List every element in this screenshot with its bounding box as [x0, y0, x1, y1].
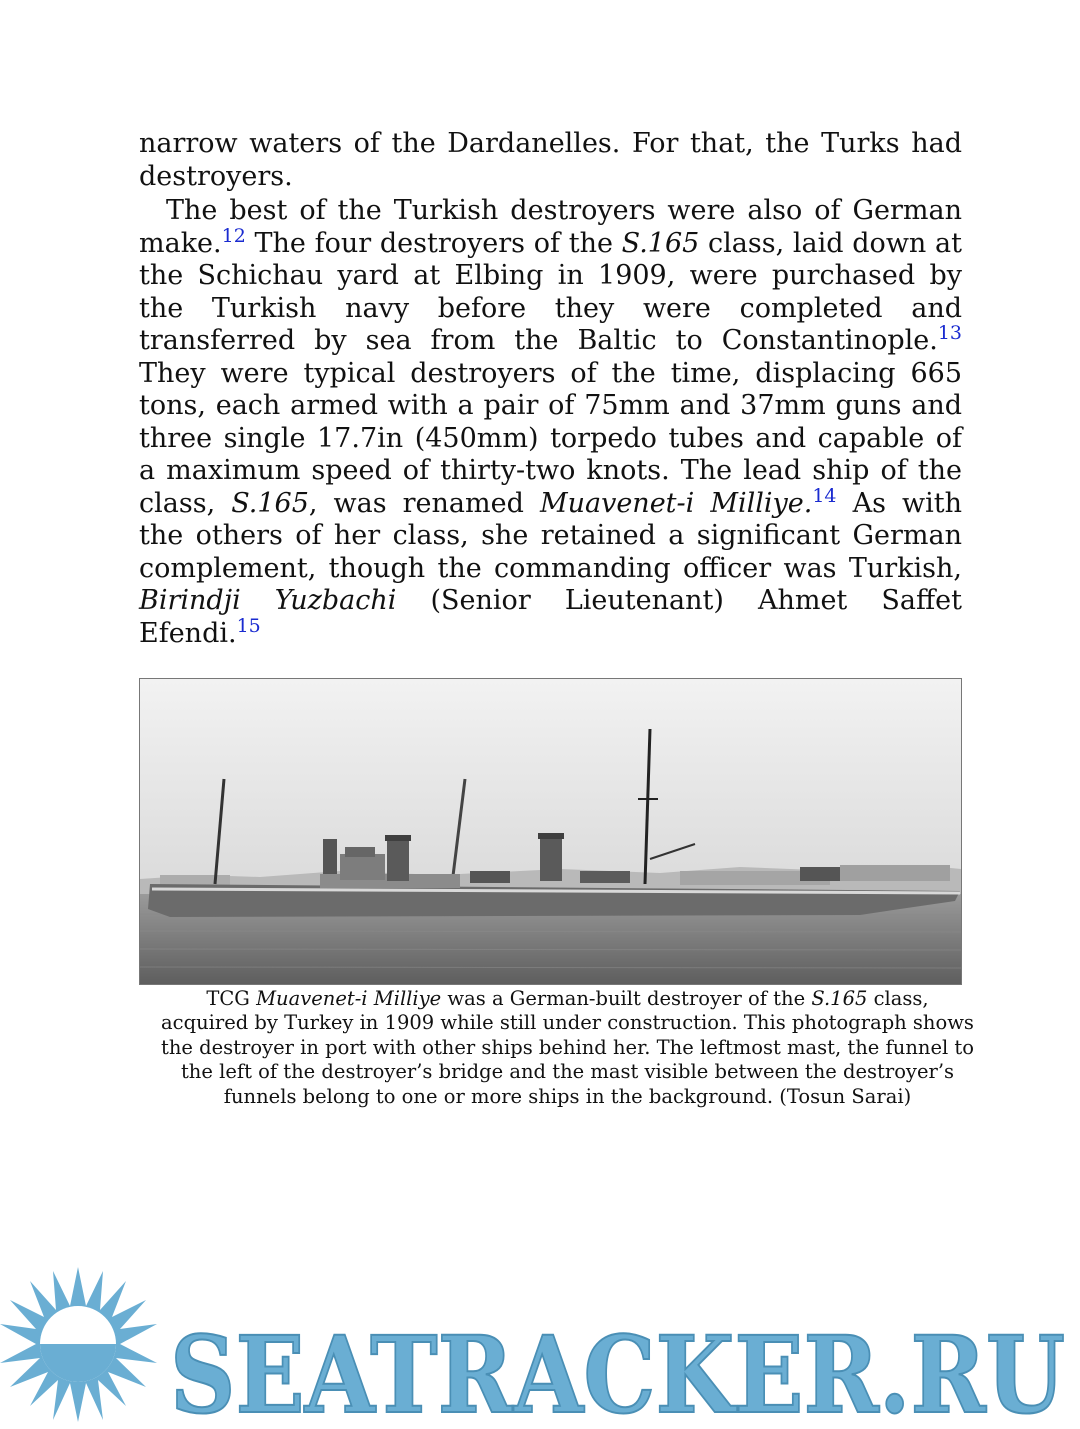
footnote-ref-12[interactable]: 12 [221, 224, 246, 247]
watermark-text: SEATRACKER.RU [170, 1312, 1065, 1425]
footnote-ref-14[interactable]: 14 [812, 484, 837, 507]
paragraph-1-text: narrow waters of the Dardanelles. For that, the Turks had destroyers. [139, 128, 962, 192]
italic-run: S.165 [621, 227, 700, 259]
caption-italic: S.165 [811, 987, 868, 1010]
caption-text: class, acquired by Turkey in 1909 while still under construction. This photograph shows the destroyer in port with other ships behind her. The leftmost mast, the funnel to the left of the destroyer’s bridge and the mast visible between the destroyer’s funnels belong to one or more ships in the background. (Tosun Sarai) [161, 987, 974, 1108]
destroyer-photo-icon [140, 679, 961, 984]
footnote-ref-13[interactable]: 13 [937, 322, 962, 344]
caption-italic: Muavenet-i Milliye [256, 987, 442, 1010]
text-run: The four destroyers of the [245, 227, 622, 259]
paragraph-1 [139, 128, 962, 193]
seatracker-watermark [0, 1262, 1080, 1425]
text-run: The best of the Turkish destroyers were also of German make. [139, 195, 962, 259]
photo-caption [160, 987, 975, 1109]
text-run: , was renamed [308, 487, 540, 519]
main-text [139, 128, 962, 650]
text-run: (Senior Lieutenant) Ahmet Saffet Efendi. [139, 585, 962, 649]
sun-icon [0, 1267, 157, 1422]
italic-run: Birindji Yuzbachi [139, 585, 397, 616]
italic-run: Muavenet-i Milliye. [539, 487, 813, 519]
watermark-graphic [0, 1262, 1080, 1425]
text-run: class, laid down at the Schichau yard at Elbing in 1909, were purchased by the Turkish navy before they were completed and transferred by sea from the Baltic to Constantinople. [139, 227, 962, 356]
caption-text: TCG [206, 987, 257, 1010]
destroyer-photo [139, 678, 962, 985]
footnote-ref-15[interactable]: 15 [236, 614, 261, 637]
text-run: They were typical destroyers of the time, displacing 665 tons, each armed with a pair of 75mm and 37mm guns and three single 17.7in (450mm) torpedo tubes and capable of a maximum speed of thirty-two knots. The lead ship of the class, [139, 357, 962, 519]
caption-text: was a German-built destroyer of the [441, 987, 812, 1010]
italic-run: S.165 [231, 487, 309, 519]
paragraph-2 [139, 195, 962, 650]
text-run: As with the others of her class, she retained a significant German complement, though the commanding officer was Turkish, [139, 487, 962, 584]
